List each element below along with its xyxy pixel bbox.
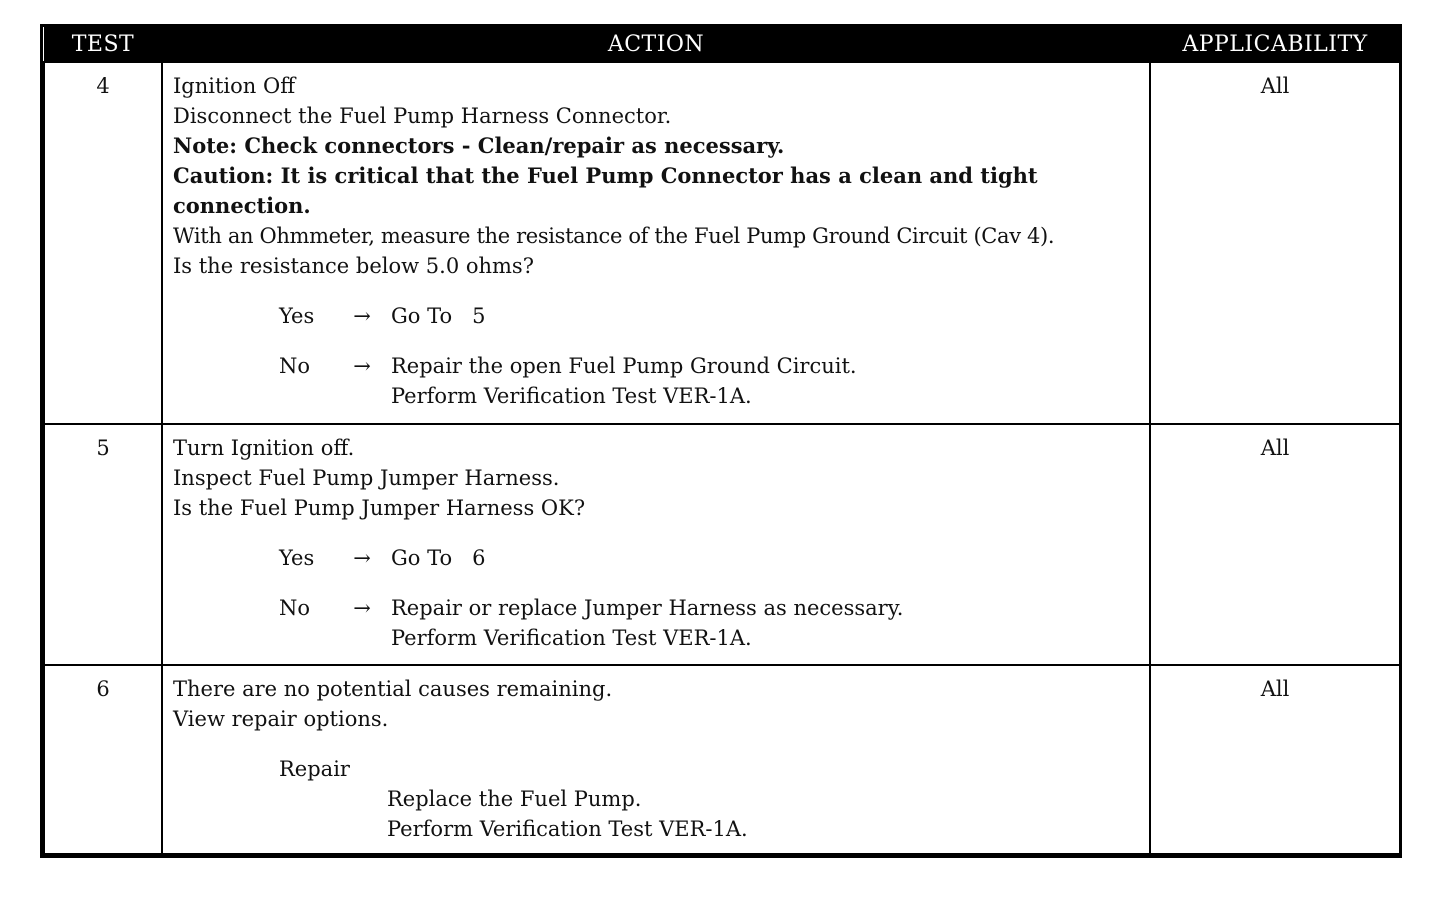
action-line: Disconnect the Fuel Pump Harness Connector. (173, 104, 672, 128)
yes-label: Yes (279, 546, 315, 570)
repair-step: Replace the Fuel Pump. (387, 787, 642, 811)
action-line: Turn Ignition off. (173, 436, 355, 460)
no-result: Perform Verification Test VER-1A. (391, 384, 752, 408)
header-action: ACTION (162, 27, 1150, 62)
test-number: 4 (44, 62, 162, 424)
action-line: With an Ohmmeter, measure the resistance of the Fuel Pump Ground Circuit (Cav 4). (173, 224, 1055, 248)
caution-line: Caution: It is critical that the Fuel Pump Connector has a clean and tight connection. (173, 163, 1038, 218)
arrow-icon: → (353, 596, 371, 620)
question-line: Is the resistance below 5.0 ohms? (173, 254, 534, 278)
applicability-value: All (1150, 665, 1400, 854)
test-number: 5 (44, 424, 162, 665)
question-line: Is the Fuel Pump Jumper Harness OK? (173, 496, 586, 520)
diagnostic-test-table (40, 24, 1402, 858)
action-cell (162, 62, 1150, 424)
test-number: 6 (44, 665, 162, 854)
header-applicability: APPLICABILITY (1150, 27, 1400, 62)
applicability-value: All (1150, 424, 1400, 665)
table-row (44, 62, 1400, 424)
table-row (44, 665, 1400, 854)
yes-result: Go To 5 (391, 304, 486, 328)
table-header-row (44, 27, 1400, 62)
no-label: No (279, 596, 311, 620)
action-line: Ignition Off (173, 74, 296, 98)
applicability-value: All (1150, 62, 1400, 424)
arrow-icon: → (353, 354, 371, 378)
header-test: TEST (44, 27, 162, 62)
table-row (44, 424, 1400, 665)
no-result: Repair the open Fuel Pump Ground Circuit. (391, 354, 857, 378)
no-branch (279, 351, 1143, 411)
arrow-icon: → (353, 304, 371, 328)
action-line: View repair options. (173, 707, 389, 731)
action-line: There are no potential causes remaining. (173, 677, 613, 701)
arrow-icon: → (353, 546, 371, 570)
repair-step: Perform Verification Test VER-1A. (387, 817, 748, 841)
no-label: No (279, 354, 311, 378)
yes-label: Yes (279, 304, 315, 328)
no-branch (279, 593, 1143, 653)
repair-label: Repair (279, 757, 350, 781)
action-line: Inspect Fuel Pump Jumper Harness. (173, 466, 560, 490)
action-cell (162, 665, 1150, 854)
yes-branch (279, 301, 1143, 331)
no-result: Repair or replace Jumper Harness as necessary. (391, 596, 904, 620)
no-result: Perform Verification Test VER-1A. (391, 626, 752, 650)
yes-result: Go To 6 (391, 546, 486, 570)
yes-branch (279, 543, 1143, 573)
note-line: Note: Check connectors - Clean/repair as necessary. (173, 133, 785, 158)
action-cell (162, 424, 1150, 665)
